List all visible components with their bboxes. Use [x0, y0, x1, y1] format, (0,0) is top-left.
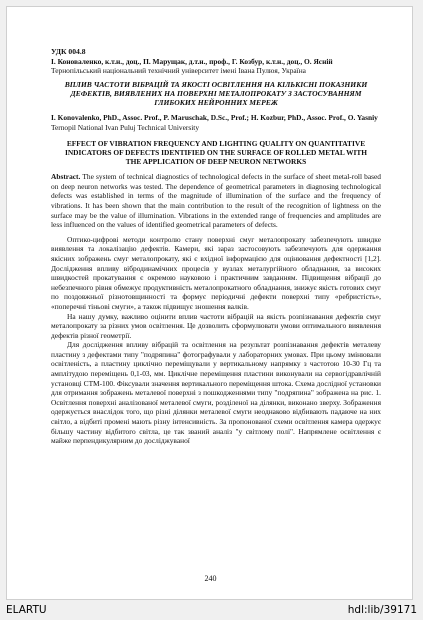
- repository-footer: [0, 600, 423, 620]
- page-content: [51, 47, 381, 446]
- body-paragraph-2: На нашу думку, важливо оцінити вплив частоти вібрацій на якість розпізнавання дефектів смуг металопрокату за різних умов освітлення. Це дозволить сформулювати умови оптимального виявлення дефектів різної геометрії.: [51, 311, 381, 340]
- document-page: [6, 6, 413, 600]
- body-paragraph-1: Оптико-цифрові методи контролю стану поверхні смуг металопрокату забезпечують швидке виявлення та локалізацію дефектів. Камери, які зараз застосовують забезпечують для одержання якісних зображень смуг металопрокату, які є вхідної інформацією для оцінювання дефектності [1,2]. Дослідження впливу вібродинамічних процесів у вузлах металургійного обладнання, за високих швидкостей прокатування є окремою науковою і практичним завданням. Підвищення вібрації до небезпечного рівня обмежує продуктивність металопрокатного обладнання, знижує якість готових смуг по поздовжньої різнотовщинності та формує періодичні дефекти поверхні типу «ребристість», «поперечні тіньові смуги», а також підвищує зношення валків.: [51, 234, 381, 311]
- page-number: 240: [204, 574, 217, 583]
- title-ua: ВПЛИВ ЧАСТОТИ ВІБРАЦІЙ ТА ЯКОСТІ ОСВІТЛЕННЯ НА КІЛЬКІСНІ ПОКАЗНИКИ ДЕФЕКТІВ, ВИЯВЛЕНИХ НА ПОВЕРХНІ МЕТАЛОПРОКАТУ З ЗАСТОСУВАННЯМ ГЛИБОКИХ НЕЙРОННИХ МЕРЕЖ: [64, 79, 368, 108]
- body-paragraph-3: Для дослідження впливу вібрацій та освітлення на результат розпізнавання дефектів металеву пластину з дефектами типу "подряпина" фотографували у лабораторних умовах. При цьому змінювали освітленість, а пластину циклічно переміщували у вертикальному напрямку з частотою 10-30 Гц та амплітудою переміщень 0,1-03, мм. Циклічне переміщення пластини виконували на сервогідравлічній установці СТМ-100. Фіксували значення вертикального переміщення штока. Схема дослідної установки для отримання зображень металевої поверхні з пошкодженнями типу "подряпина" зображена на рис. 1. Освітлення поверхні аналізованої металевої смуги, розділеної на ділянки, виконано зверху. Зображення одержується внаслідок того, що різні ділянки металевої смуги неоднаково відбивають падаюче на них світло, а відбиті промені мають різну інтенсивність. За пропонованої схеми освітлення камера одержує більшу частину відбитого світла, це так званий аналіз "у світлому полі". Напрямлене освітлення є майже перпендикулярним до досліджуваної: [51, 340, 381, 446]
- affiliation-en: Ternopil National Ivan Puluj Technical University: [51, 122, 200, 132]
- handle-identifier: hdl:lib/39171: [347, 604, 417, 616]
- authors-en: I. Konovalenko, PhD., Assoc. Prof., P. Maruschak, D.Sc., Prof.; H. Kozbur, PhD., Assoc. Prof., O. Yasniy: [51, 113, 378, 123]
- abstract-text: The system of technical diagnostics of technological defects in the surface of sheet metal-roll based on deep neuron networks was tested. The dependence of geometrical parameters in diagnosing technological defects was established in terms of the magnitude of illumination of the surface and the frequency of vibrations. It has been shown that the main contribution to the result of the recognition of lightness on the surface may be the value of illumination. Vibrations in the extended range of frequencies and amplitudes are less influenced on the values of identified geometrical parameters of defects.: [51, 172, 381, 230]
- authors-ua: І. Коноваленко, к.т.н., доц., П. Марущак, д.т.н., проф., Г. Козбур, к.т.н., доц., О. Ясній: [51, 56, 333, 66]
- abstract-label: Abstract.: [51, 172, 81, 182]
- affiliation-ua: Тернопільський національний технічний університет імені Івана Пулюя, Україна: [51, 66, 306, 76]
- title-en: EFFECT OF VIBRATION FREQUENCY AND LIGHTING QUALITY ON QUANTITATIVE INDICATORS OF DEFECTS IDENTIFIED ON THE SURFACE OF ROLLED METAL WITH THE APPLICATION OF DEEP NEURON NETWORKS: [64, 138, 368, 166]
- udc-code: УДК 004.8: [51, 47, 86, 56]
- abstract: [51, 172, 381, 230]
- repository-name: ELARTU: [6, 604, 47, 616]
